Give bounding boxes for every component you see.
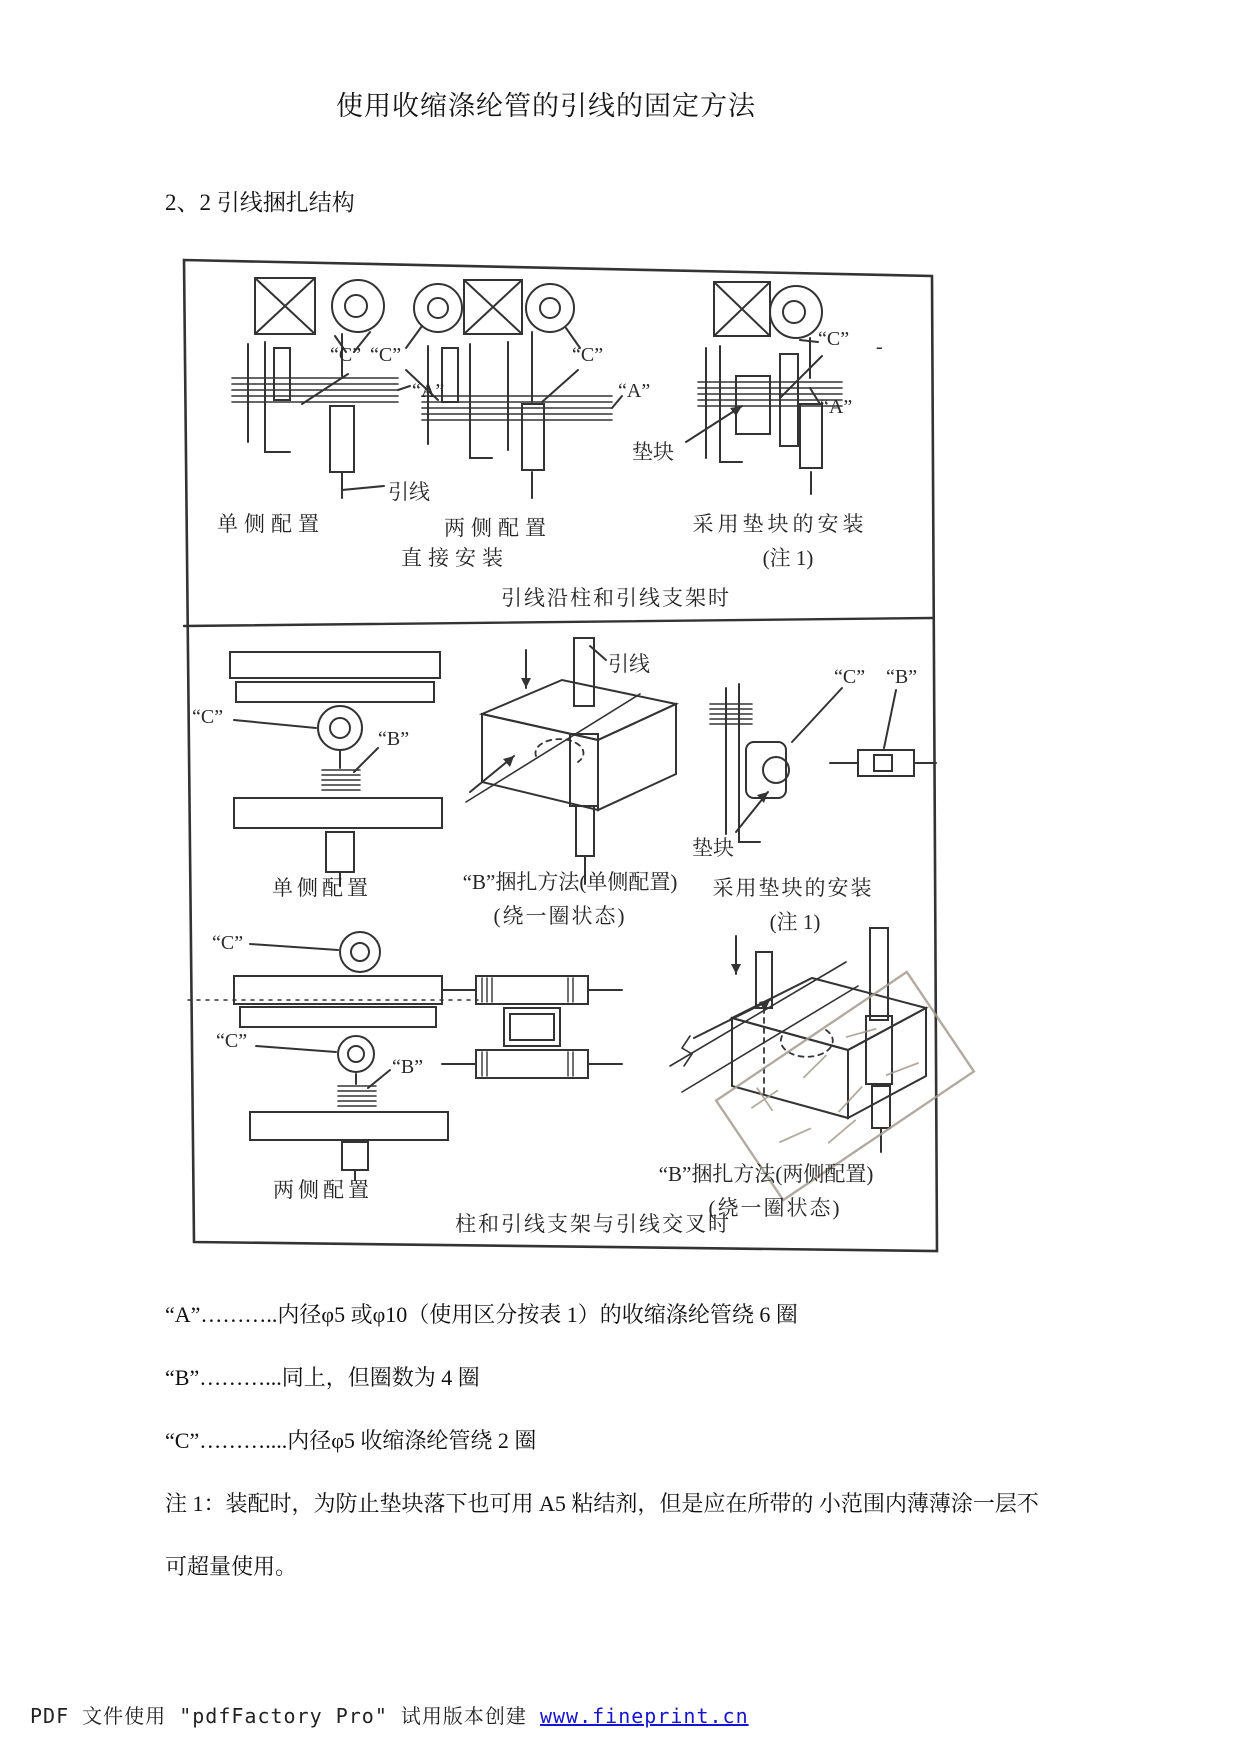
body-note-line-1: 注 1：装配时，为防止垫块落下也可用 A5 粘结剂，但是应在所带的 小范围内薄薄涂一层不 — [165, 1491, 1039, 1516]
label-lead-wire-2: 引线 — [608, 652, 650, 676]
label-b-2: “B” — [886, 666, 918, 688]
body-line-b: “B”………...同上，但圈数为 4 圈 — [165, 1365, 480, 1390]
body-line-c: “C”………....内径φ5 收缩涤纶管绕 2 圈 — [165, 1428, 537, 1453]
caption-spacer-install-2: 采用垫块的安装 — [712, 876, 874, 900]
caption-b-method-single-state: (绕一圈状态) — [493, 904, 627, 928]
label-spacer-2: 垫块 — [692, 836, 734, 860]
figure-artwork — [170, 236, 1000, 1266]
caption-bottom-section: 柱和引线支架与引线交叉时 — [455, 1212, 731, 1236]
label-c-2-right: “C” — [572, 344, 604, 366]
figure-lead-binding-diagram — [170, 236, 1000, 1266]
label-dash: - — [876, 336, 883, 358]
label-c-3: “C” — [818, 328, 850, 350]
label-c-4: “C” — [192, 706, 224, 728]
label-c-6-bottom: “C” — [216, 1030, 248, 1052]
label-c-6-top: “C” — [212, 932, 244, 954]
section-heading: 2、2 引线捆扎结构 — [165, 190, 355, 215]
caption-b-method-single: “B”捆扎方法(单侧配置) — [462, 870, 678, 894]
caption-double-side-2: 两侧配置 — [273, 1178, 373, 1202]
label-c-1: “C” — [330, 344, 362, 366]
label-spacer-1: 垫块 — [632, 440, 674, 464]
caption-single-side-2: 单侧配置 — [272, 876, 372, 900]
footer-text: PDF 文件使用 "pdfFactory Pro" 试用版本创建 — [30, 1704, 540, 1728]
caption-note-ref-2: (注 1) — [769, 910, 821, 934]
label-a-2: “A” — [618, 380, 651, 402]
body-note-line-2: 可超量使用。 — [165, 1554, 298, 1579]
label-a-3: “A” — [820, 396, 853, 418]
caption-spacer-install-1: 采用垫块的安装 — [692, 512, 868, 536]
label-lead-wire-1: 引线 — [388, 480, 430, 504]
label-b-1: “B” — [378, 728, 410, 750]
label-c-5: “C” — [834, 666, 866, 688]
body-line-a: “A”………..内径φ5 或φ10（使用区分按表 1）的收缩涤纶管绕 6 圈 — [165, 1302, 798, 1327]
caption-note-ref-1: (注 1) — [762, 546, 814, 570]
caption-double-side-1: 两侧配置 — [444, 516, 552, 540]
label-c-2-left: “C” — [370, 344, 402, 366]
pdf-footer — [30, 1700, 749, 1729]
label-a-1: “A” — [412, 380, 445, 402]
caption-b-method-double: “B”捆扎方法(两侧配置) — [658, 1162, 874, 1186]
caption-top-section: 引线沿柱和引线支架时 — [501, 586, 731, 610]
label-b-3: “B” — [392, 1056, 424, 1078]
caption-b-method-double-state: (绕一圈状态) — [708, 1196, 842, 1220]
footer-link[interactable]: www.fineprint.cn — [539, 1704, 749, 1728]
page-title: 使用收缩涤纶管的引线的固定方法 — [336, 91, 756, 121]
caption-single-side-1: 单侧配置 — [217, 512, 325, 536]
caption-direct-install: 直接安装 — [401, 546, 509, 570]
